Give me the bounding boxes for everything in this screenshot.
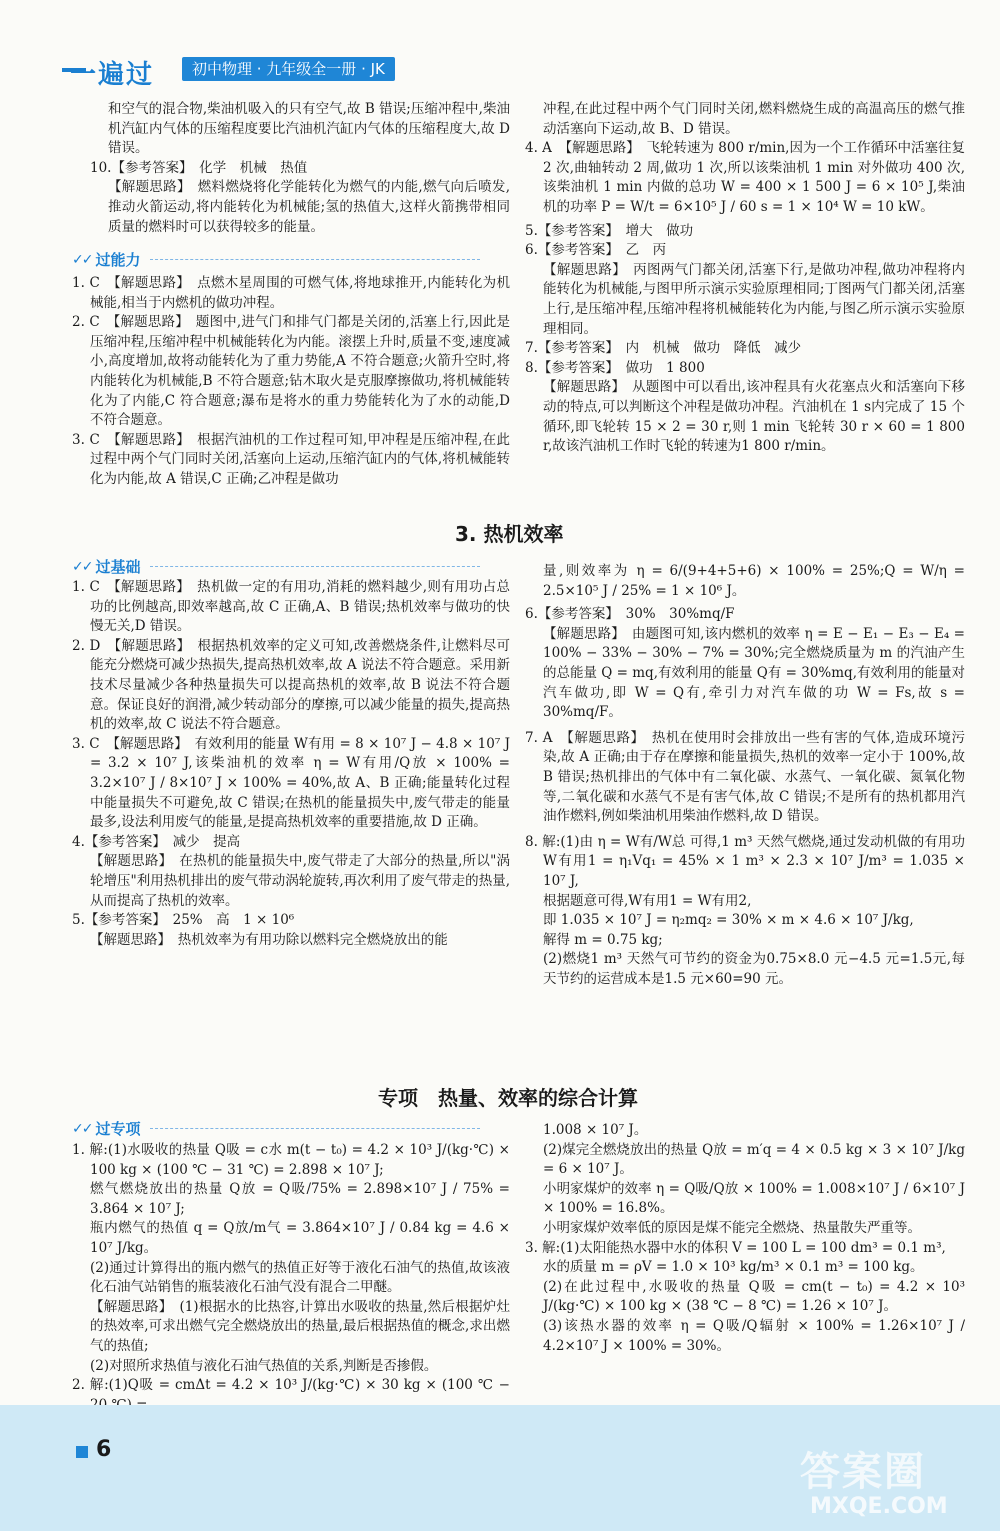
answer-text: 冲程,在此过程中两个气门同时关闭,燃料燃烧生成的高温高压的燃气推动活塞向下运动,故 B、D 错误。 bbox=[543, 101, 965, 137]
checkmark-icon: ✓✓ bbox=[72, 558, 92, 575]
answer-text: (3)该热水器的效率 η = Q吸/Q辐射 × 100% = 1.26×10⁷ J / 4.2×10⁷ J × 100% = 30%。 bbox=[543, 1317, 965, 1354]
answer-item: 3. C 【解题思路】 有效利用的能量 W有用 = 8 × 10⁷ J − 4.8 × 10⁷ J = 3.2 × 10⁷ J,该柴油机的效率 η = W有用/Q放 × 100% = 3.2×10⁷ J / 8×10⁷ J × 100% = 40%,故 A、B 正确;能量转化过程中能量损失不可避免,故 C 错误;在热机的能量损失中,废气带走的能量最多,设法利用废气的能量,是提高热机效率的重要措施,故 D 正确。 bbox=[72, 735, 510, 831]
answer-text: 燃气燃烧放出的热量 Q放 = Q吸/75% = 2.898×10⁷ J / 75% = 3.864 × 10⁷ J; bbox=[90, 1181, 510, 1217]
answer-text: 【解题思路】 从题图中可以看出,该冲程具有火花塞点火和活塞向下移动的特点,可以判断这个冲程是做功冲程。汽油机在 1 s内完成了 15 个循环,即飞轮转 15 × 2 = 30 r,则 1 min 飞轮转 30 r × 60 = 1 800 r,故该汽油机工作时飞轮的转速为1 800 r/min。 bbox=[543, 379, 965, 455]
answer-text: 小明家煤炉效率低的原因是煤不能完全燃烧、热量散失严重等。 bbox=[543, 1219, 921, 1236]
answer-item: 2. C 【解题思路】 题图中,进气门和排气门都是关闭的,活塞上行,因此是压缩冲程,压缩冲程中机械能转化为内能。滚摆上升时,质量不变,速度减小,高度增加,故将动能转化为了重力势能,A 不符合题意;火箭升空时,将内能转化为机械能,B 不符合题意;钻木取火是克服摩擦做功,将机械能转化为了内能,C 符合题意;瀑布是将水的重力势能转化为了水的动能,D 不符合题意。 bbox=[72, 314, 510, 429]
answer-text: 【解题思路】 (1)根据水的比热容,计算出水吸收的热量,然后根据炉灶的热效率,可求出燃气完全燃烧放出的热量,最后根据热值的概念,求出燃气的热值; bbox=[90, 1298, 510, 1354]
watermark-url: MXQE.COM bbox=[810, 1494, 948, 1519]
answer-item: 7. A 【解题思路】 热机在使用时会排放出一些有害的气体,造成环境污染,故 A 正确;由于存在摩擦和能量损失,热机的效率一定小于 100%,故 B 错误;热机排出的气体中有二氧化碳、水蒸气、一氧化碳、氮氧化物等,二氧化碳和水蒸气不是有害气体,故 C 错误;不是所有的热机都用汽油作燃料,例如柴油机用柴油作燃料,故 D 错误。 bbox=[525, 729, 965, 825]
series-logo: 一遍过 bbox=[70, 60, 155, 90]
answer-item: 2. D 【解题思路】 根据热机效率的定义可知,改善燃烧条件,让燃料尽可能充分燃烧可减少热损失,提高热机效率,故 A 说法不符合题意。采用新技术尽量减少各种热量损失可以提高热机的效率,故 B 说法不符合题意。保证良好的润滑,减少转动部分的摩擦,可以减少能量的损失,提高热机的效率,故 C 说法不符合题意。 bbox=[72, 637, 510, 733]
answer-item: 5.【参考答案】 25% 高 1 × 10⁶ bbox=[72, 912, 295, 929]
section-special bbox=[72, 1118, 480, 1139]
answer-text: (2)煤完全燃烧放出的热量 Q放 = m′q = 4 × 0.5 kg × 3 × 10⁷ J/kg = 6 × 10⁷ J。 bbox=[543, 1141, 965, 1178]
answer-item: 6.【参考答案】 乙 丙 bbox=[525, 242, 667, 259]
answer-item: 7.【参考答案】 内 机械 做功 降低 减少 bbox=[525, 340, 802, 357]
top-right-column bbox=[525, 100, 965, 457]
mid-left-column bbox=[72, 578, 510, 950]
answer-item: 3. C 【解题思路】 根据汽油机的工作过程可知,甲冲程是压缩冲程,在此过程中两个气门同时关闭,活塞向上运动,压缩汽缸内的气体,将机械能转化为内能,故 A 错误,C 正确;乙冲程是做功 bbox=[72, 431, 510, 487]
answer-text: 瓶内燃气的热值 q = Q放/m气 = 3.864×10⁷ J / 0.84 kg = 4.6 × 10⁷ J/kg。 bbox=[90, 1220, 510, 1256]
answer-item: 1. C 【解题思路】 点燃木星周围的可燃气体,将地球推开,内能转化为机械能,相当于内燃机的做功冲程。 bbox=[72, 275, 510, 311]
section-title-special: 专项 热量、效率的综合计算 bbox=[378, 1086, 638, 1110]
section-special-title: 过专项 bbox=[95, 1120, 141, 1138]
answer-item: 8. 解:(1)由 η = W有/W总 可得,1 m³ 天然气燃烧,通过发动机做的有用功 W有用1 = η₁Vq₁ = 45% × 1 m³ × 2.3 × 10⁷ J/m³ = 1.035 × 10⁷ J, bbox=[525, 833, 965, 889]
answer-item: 4.【参考答案】 减少 提高 bbox=[72, 833, 241, 850]
answer-text: 和空气的混合物,柴油机吸入的只有空气,故 B 错误;压缩冲程中,柴油机汽缸内气体的压缩程度要比汽油机汽缸内气体的压缩程度大,故 D 错误。 bbox=[108, 101, 510, 157]
answer-text: 1.008 × 10⁷ J。 bbox=[543, 1122, 648, 1138]
answer-item: 5.【参考答案】 增大 做功 bbox=[525, 222, 694, 239]
answer-text: 【解题思路】 丙图两气门都关闭,活塞下行,是做功冲程,做功冲程将内能转化为机械能,与图甲所示演示实验原理相同;丁图两气门都关闭,活塞上行,是压缩冲程,压缩冲程将机械能转化为内能,与图乙所示演示实验原理相同。 bbox=[543, 261, 965, 337]
top-left-column bbox=[90, 100, 510, 237]
answer-text: (2)燃烧1 m³ 天然气可节约的资金为0.75×8.0 元−4.5 元=1.5元,每天节约的运营成本是1.5 元×60=90 元。 bbox=[543, 951, 965, 987]
answer-text: (2)对照所求热值与液化石油气热值的关系,判断是否掺假。 bbox=[90, 1357, 438, 1374]
page-number: 6 bbox=[96, 1437, 112, 1462]
answer-text: 小明家煤炉的效率 η = Q吸/Q放 × 100% = 1.008×10⁷ J / 6×10⁷ J × 100% = 16.8%。 bbox=[543, 1180, 965, 1217]
answer-item: 2. 解:(1)Q吸 = cmΔt = 4.2 × 10³ J/(kg·℃) × 30 kg × (100 ℃ − bbox=[72, 1377, 510, 1394]
answer-item: 3. 解:(1)太阳能热水器中水的体积 V = 100 L = 100 dm³ = 0.1 m³, bbox=[525, 1239, 946, 1256]
answer-item: 1. 解:(1)水吸收的热量 Q吸 = c水 m(t − t₀) = 4.2 × 10³ J/(kg·℃) × 100 kg × (100 ℃ − 31 ℃) = 2.898 × 10⁷ J; bbox=[72, 1142, 510, 1178]
answer-item: 8.【参考答案】 做功 1 800 bbox=[525, 359, 705, 376]
mid-right-column bbox=[525, 562, 965, 989]
page-header bbox=[0, 0, 1000, 92]
checkmark-icon: ✓✓ bbox=[72, 1120, 92, 1137]
checkmark-icon: ✓✓ bbox=[72, 251, 92, 268]
answer-text: 【解题思路】 由题图可知,该内燃机的效率 η = E − E₁ − E₃ − E₄ = 100% − 33% − 30% − 7% = 30%;完全燃烧质量为 m 的汽油产生的总能量 Q = mq,有效利用的能量 Q有 = 30%mq,有效利用的能量对汽车做功,即 W = Q有,牵引力对汽车做的功 W = Fs,故 s = 30%mq/F。 bbox=[543, 625, 965, 721]
page-marker-icon bbox=[76, 1446, 88, 1458]
answer-text: 根据题意可得,W有用1 = W有用2, bbox=[543, 892, 752, 909]
answer-text: 【解题思路】 燃料燃烧将化学能转化为燃气的内能,燃气向后喷发,推动火箭运动,将内能转化为机械能;氢的热值大,这样火箭携带相同质量的燃料时可以获得较多的能量。 bbox=[108, 179, 510, 235]
section-title-efficiency: 3. 热机效率 bbox=[455, 522, 564, 546]
answer-text: 即 1.035 × 10⁷ J = η₂mq₂ = 30% × m × 4.6 × 10⁷ J/kg, bbox=[543, 912, 914, 929]
ability-column bbox=[72, 274, 510, 490]
section-basic-title: 过基础 bbox=[95, 558, 141, 576]
divider bbox=[150, 259, 480, 261]
answer-text: 量,则效率为 η = 6/(9+4+5+6) × 100% = 25%;Q = W/η = 2.5×10⁵ J / 25% = 1 × 10⁶ J。 bbox=[543, 563, 965, 599]
answer-text: 【解题思路】 在热机的能量损失中,废气带走了大部分的热量,所以"涡轮增压"利用热机排出的废气带动涡轮旋转,再次利用了废气带走的热量,从而提高了热机的效率。 bbox=[90, 853, 510, 909]
bottom-right-column bbox=[525, 1121, 965, 1356]
book-label: 初中物理 · 九年级全一册 · JK bbox=[182, 57, 395, 81]
divider bbox=[150, 566, 480, 568]
answer-text: 【解题思路】 热机效率为有用功除以燃料完全燃烧放出的能 bbox=[90, 931, 448, 948]
section-ability-title: 过能力 bbox=[95, 251, 141, 269]
answer-item: 1. C 【解题思路】 热机做一定的有用功,消耗的燃料越少,则有用功占总功的比例越高,即效率越高,故 C 正确,A、B 错误;热机效率与做功的快慢无关,D 错误。 bbox=[72, 579, 510, 635]
watermark-logo: 答案圈 bbox=[800, 1449, 926, 1495]
answer-item: 10.【参考答案】 化学 机械 热值 bbox=[90, 159, 308, 176]
divider bbox=[150, 1128, 480, 1130]
answer-text: 水的质量 m = ρV = 1.0 × 10³ kg/m³ × 0.1 m³ = 100 kg。 bbox=[543, 1259, 924, 1276]
answer-text: 解得 m = 0.75 kg; bbox=[543, 931, 663, 948]
answer-item: 4. A 【解题思路】 飞轮转速为 800 r/min,因为一个工作循环中活塞往复 2 次,曲轴转动 2 周,做功 1 次,所以该柴油机 1 min 对外做功 400 次,该柴油机 1 min 内做的总功 W = 400 × 1 500 J = 6 × 10⁵ J,柴油机的功率 P = W/t = 6×10⁵ J / 60 s = 1 × 10⁴ W = 10 kW。 bbox=[525, 140, 965, 215]
answer-item: 6.【参考答案】 30% 30%mq/F bbox=[525, 606, 735, 623]
bottom-left-column bbox=[72, 1141, 510, 1415]
answer-text: (2)通过计算得出的瓶内燃气的热值正好等于液化石油气的热值,故该液化石油气站销售的瓶装液化石油气没有混合二甲醚。 bbox=[90, 1259, 510, 1296]
answer-text: (2)在此过程中,水吸收的热量 Q吸 = cm(t − t₀) = 4.2 × 10³ J/(kg·℃) × 100 kg × (38 ℃ − 8 ℃) = 1.26 × 10⁷ J。 bbox=[543, 1278, 965, 1315]
section-ability bbox=[72, 249, 480, 270]
section-basic bbox=[72, 556, 480, 577]
